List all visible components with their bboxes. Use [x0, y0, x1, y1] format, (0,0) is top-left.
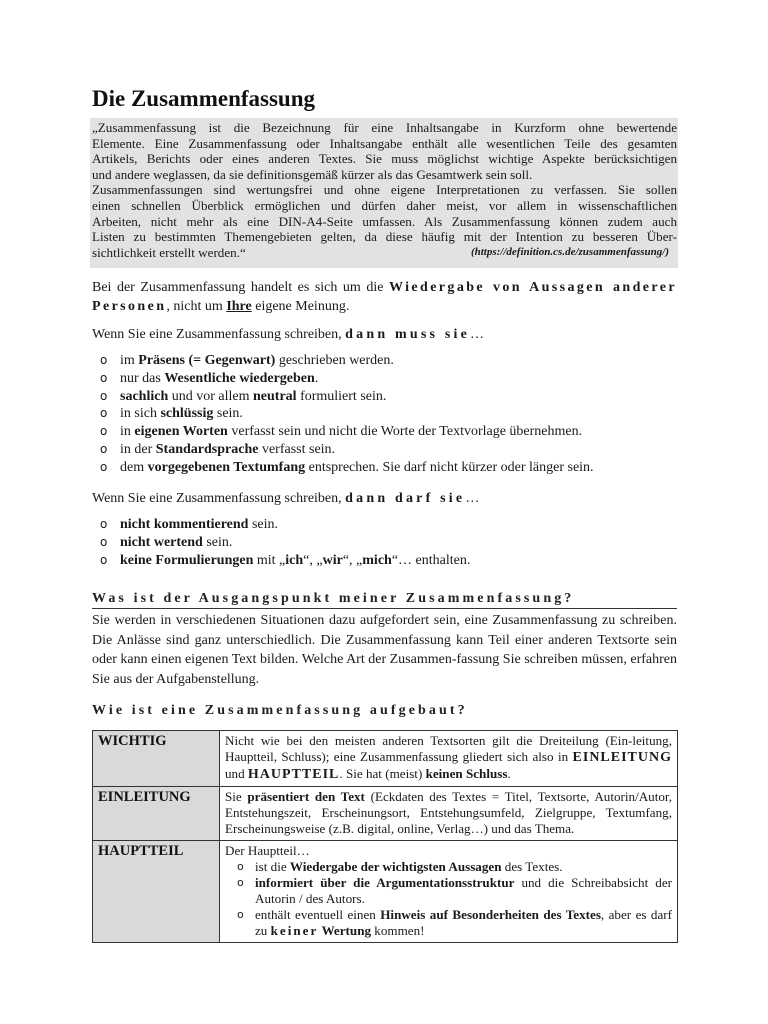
- table-row: [93, 841, 678, 943]
- lead-text: Wenn Sie eine Zusammenfassung schreiben,: [92, 327, 346, 342]
- quote-line: einen schnellen Überblick ermöglichen und dürfen daher meist, vor allem in wissenschaftlichen: [92, 197, 677, 213]
- quote-line: und andere weglassen, da sie definitionsgemäß kürzer als das Gesamtwerk sein soll.: [92, 166, 533, 182]
- list-item: o im Präsens (= Gegenwart) geschrieben werden.: [100, 353, 394, 368]
- list-item: o nicht wertend sein.: [100, 534, 233, 550]
- row-label-einleitung: EINLEITUNG: [93, 787, 220, 841]
- bullet-icon: o: [100, 534, 108, 549]
- intro-text: , nicht um: [166, 299, 227, 314]
- hauptteil-intro: Der Hauptteil…: [225, 843, 310, 858]
- quote-source: (https://definition.cs.de/zusammenfassung/): [470, 245, 669, 258]
- intro-paragraph: [92, 278, 677, 316]
- row-content-wichtig: Nicht wie bei den meisten anderen Textsorten gilt die Dreiteilung (Ein-leitung, Hauptteil, Schluss); eine Zusammenfassung gliedert sich also in EINLEITUNG und HAUPTTEIL. Sie hat (meist) keinen Schluss.: [220, 731, 678, 787]
- quote-last-text: sichtlichkeit erstellt werden.“: [92, 244, 246, 260]
- bullet-icon: o: [100, 370, 108, 385]
- intro-emphasis: Wiedergabe von Aussagen anderer Personen: [92, 280, 677, 314]
- muss-list: [100, 352, 680, 477]
- list-item: o in sich schlüssig sein.: [100, 406, 243, 422]
- bullet-icon: o: [237, 908, 244, 921]
- quote-line: Artikels, Berichts oder eines anderen Textes. Sie muss möglichst wichtige Aspekte berücksichtigen: [92, 151, 677, 167]
- quote-line-last: [92, 245, 677, 261]
- list-item: o ist die Wiedergabe der wichtigsten Aussagen des Textes.: [237, 859, 563, 874]
- intro-text: eigene Meinung.: [251, 299, 350, 314]
- section-heading-aufbau: Wie ist eine Zusammenfassung aufgebaut?: [92, 703, 468, 718]
- darf-lead: [92, 489, 677, 508]
- hauptteil-list: [225, 859, 672, 939]
- intro-underlined: Ihre: [226, 299, 252, 314]
- lead-text: Wenn Sie eine Zusammenfassung schreiben,: [92, 491, 346, 506]
- bullet-icon: o: [100, 459, 108, 474]
- table-row: [93, 731, 678, 787]
- intro-text: Bei der Zusammenfassung handelt es sich um die: [92, 280, 389, 295]
- quote-line: Zusammenfassungen sind wertungsfrei und ohne eigene Interpretationen zu verfassen. Sie sollen: [92, 182, 677, 198]
- row-label-wichtig: WICHTIG: [93, 731, 220, 787]
- list-item: o nur das Wesentliche wiedergeben.: [100, 370, 319, 386]
- lead-emphasis: dann muss sie: [345, 327, 470, 342]
- bullet-icon: o: [100, 424, 108, 439]
- bullet-icon: o: [100, 517, 108, 531]
- muss-lead: [92, 325, 677, 344]
- lead-emphasis: dann darf sie: [345, 491, 466, 506]
- darf-list: [100, 516, 680, 569]
- quote-line: „Zusammenfassung ist die Bezeichnung für eine Inhaltsangabe in Kurzform ohne bewertende: [92, 120, 677, 135]
- list-item: o enthält eventuell einen Hinweis auf Besonderheiten des Textes, aber es darf zu keiner Wertung kommen!: [237, 907, 672, 938]
- list-item: o in der Standardsprache verfasst sein.: [100, 441, 336, 457]
- bullet-icon: o: [100, 441, 108, 456]
- quote-line: Arbeiten, nicht mehr als eine DIN-A4-Seite umfassen. Als Zusammenfassung können zudem auch: [92, 213, 677, 229]
- bullet-icon: o: [237, 876, 244, 889]
- bullet-icon: o: [237, 860, 244, 873]
- bullet-icon: o: [100, 552, 108, 567]
- table-row: [93, 787, 678, 841]
- page-title: Die Zusammenfassung: [92, 86, 316, 111]
- lead-tail: …: [465, 491, 480, 506]
- quote-line: Elemente. Eine Zusammenfassung oder Inhaltsangabe enthält alle wesentlichen Teile des gesamten: [92, 135, 677, 151]
- list-item: o sachlich und vor allem neutral formuliert sein.: [100, 388, 387, 404]
- list-item: o dem vorgegebenen Textumfang entsprechen. Sie darf nicht kürzer oder länger sein.: [100, 459, 594, 475]
- list-item: o nicht kommentierend sein.: [100, 517, 279, 532]
- row-content-einleitung: Sie präsentiert den Text (Eckdaten des Textes = Titel, Textsorte, Autorin/Autor, Entstehungszeit, Erscheinungsort, Entstehungsumfeld, Zielgruppe, Textumfang, Erscheinungsweise (z.B. digital, online, Verlag…) und das Thema.: [220, 787, 678, 841]
- definition-quote: [92, 120, 677, 260]
- bullet-icon: o: [100, 406, 108, 421]
- bullet-icon: o: [100, 388, 108, 403]
- ausgangspunkt-paragraph: Sie werden in verschiedenen Situationen dazu aufgefordert sein, eine Zusammenfassung zu schreiben. Die Anlässe sind ganz unterschiedlich. Die Zusammenfassung kann Teil einer anderen Textsorte sein oder kann einen eigenen Text bilden. Welche Art der Zusammen-fassung Sie schreiben müssen, erfahren Sie aus der Aufgabenstellung.: [92, 613, 677, 687]
- section-heading-ausgangspunkt: Was ist der Ausgangspunkt meiner Zusammenfassung?: [92, 591, 677, 609]
- structure-table: [92, 730, 678, 943]
- quote-line: Listen zu bestimmten Themengebieten gelten, da diese häufig mit der Intention zu besseren Über-: [92, 229, 677, 245]
- row-label-hauptteil: HAUPTTEIL: [93, 841, 220, 943]
- list-item: o keine Formulierungen mit „ich“, „wir“, „mich“… enthalten.: [100, 552, 471, 568]
- row-content-hauptteil: [220, 841, 678, 943]
- lead-tail: …: [470, 327, 484, 342]
- bullet-icon: o: [100, 353, 108, 367]
- list-item: o informiert über die Argumentationsstruktur und die Schreibabsicht der Autorin / des Autors.: [237, 875, 672, 906]
- list-item: o in eigenen Worten verfasst sein und nicht die Worte der Textvorlage übernehmen.: [100, 424, 583, 440]
